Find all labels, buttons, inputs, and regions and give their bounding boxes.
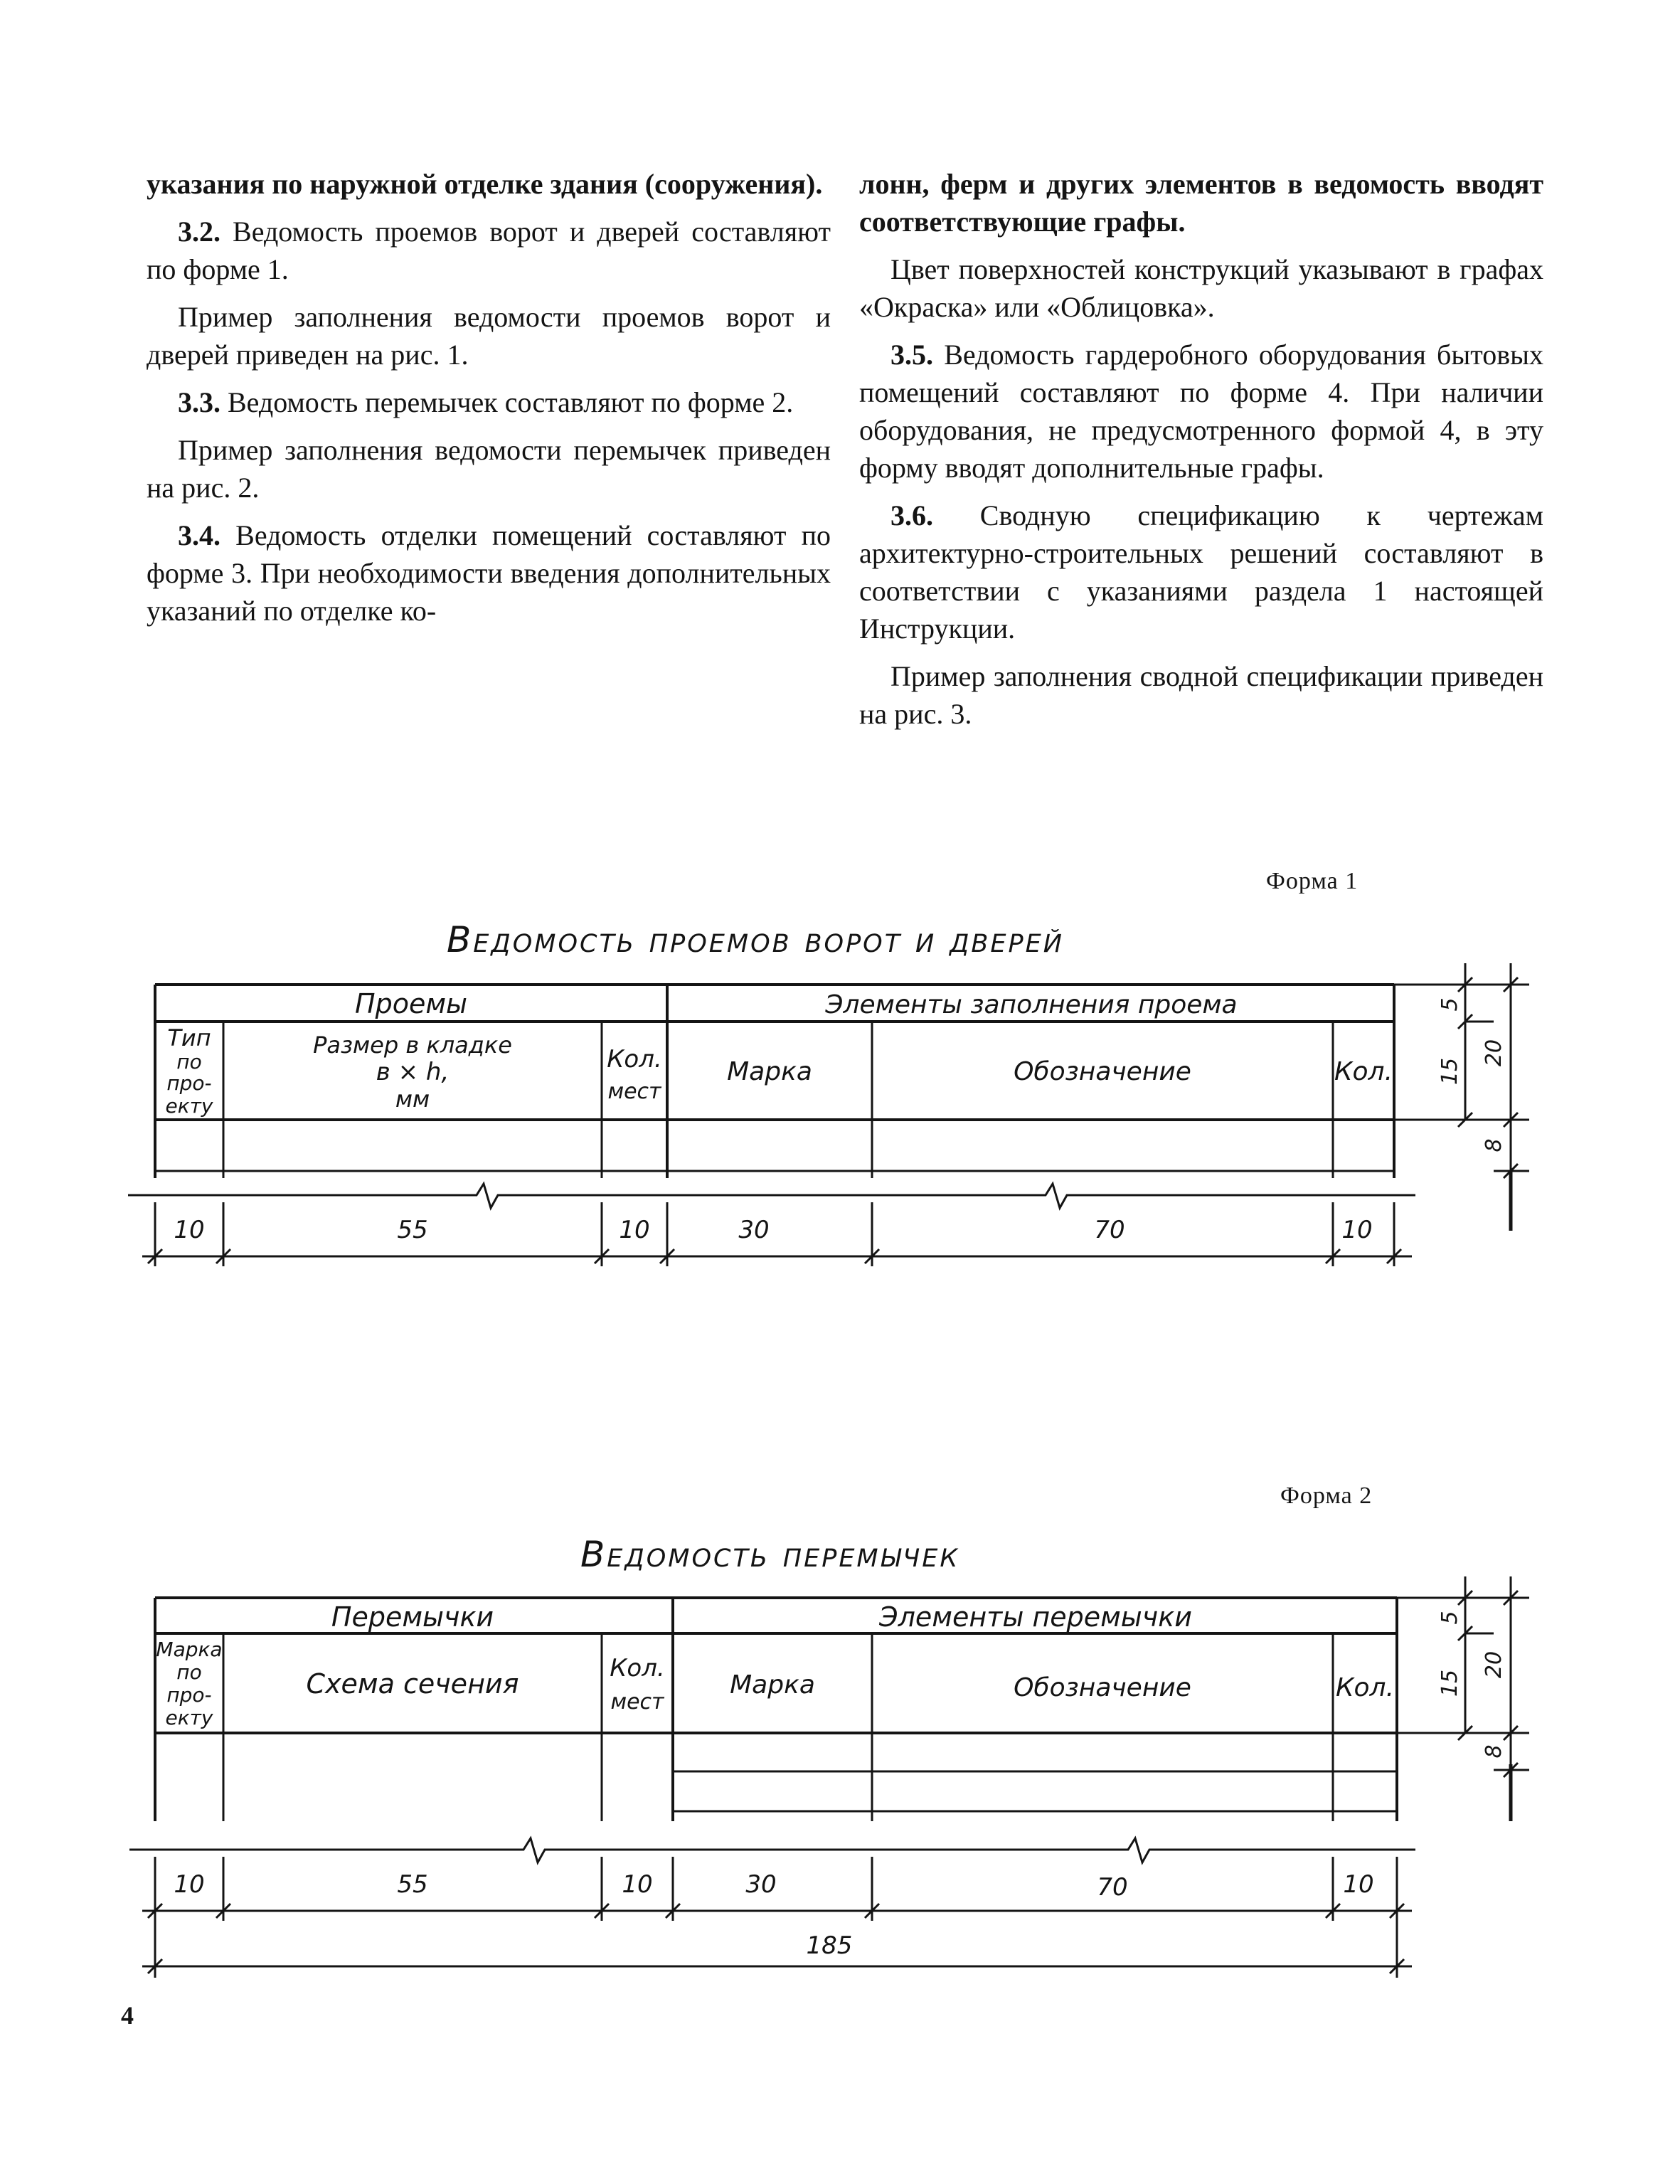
col-qty-line2: мест <box>610 1690 664 1714</box>
total-width: 185 <box>806 1931 853 1960</box>
col-size-line1: Размер в кладке <box>313 1032 512 1059</box>
height-dim: 8 <box>1482 1138 1506 1152</box>
form2-label: Форма 2 <box>1280 1483 1373 1509</box>
height-dim: 15 <box>1437 1057 1462 1086</box>
width-dim: 30 <box>738 1216 770 1244</box>
col-size-line3: мм <box>395 1086 430 1113</box>
paragraph: 3.3. Ведомость перемычек составляют по форме 2. <box>178 386 794 418</box>
break-line <box>129 1838 1415 1862</box>
width-dim: 30 <box>745 1870 777 1899</box>
form1-title: Ведомость проемов ворот и дверей <box>447 919 1064 960</box>
col-mark: Марка <box>727 1057 812 1086</box>
height-dim: 5 <box>1437 1611 1462 1625</box>
col-size-line2: в × h, <box>376 1058 450 1086</box>
col-qty-line1: Кол. <box>607 1045 662 1074</box>
form1-label: Форма 1 <box>1266 868 1359 894</box>
width-dim: 55 <box>397 1870 428 1899</box>
form2-title: Ведомость перемычек <box>580 1534 960 1575</box>
height-dim: 8 <box>1482 1744 1506 1759</box>
group-right-label: Элементы заполнения проема <box>825 990 1238 1019</box>
height-dim: 20 <box>1482 1650 1506 1679</box>
form2-header-text <box>156 1601 1506 1960</box>
col-mark-proj-line3: про- <box>166 1683 212 1707</box>
col-type-line4: екту <box>165 1094 213 1118</box>
dim-ticks <box>148 1904 1404 1973</box>
height-dim: 20 <box>1482 1039 1506 1067</box>
col-type-line3: про- <box>166 1071 212 1095</box>
width-dim: 10 <box>1343 1870 1374 1899</box>
width-dim: 70 <box>1094 1216 1125 1244</box>
paragraph: 3.2. Ведомость проемов ворот и дверей составляют по форме 1. <box>147 216 831 285</box>
paragraph: Пример заполнения ведомости перемычек приведен на рис. 2. <box>147 434 831 504</box>
paragraph: 3.6. Сводную спецификацию к чертежам архитектурно-строительных решений составляют в соответствии с указаниями раздела 1 настоящей Инструкции. <box>859 499 1543 645</box>
paragraph: Пример заполнения сводной спецификации приведен на рис. 3. <box>859 660 1543 730</box>
width-dim: 10 <box>1341 1216 1373 1244</box>
height-dim: 5 <box>1437 997 1462 1012</box>
col-qty-line2: мест <box>607 1079 661 1104</box>
col-mark-proj-line2: по <box>176 1660 202 1684</box>
col-designation: Обозначение <box>1014 1673 1191 1702</box>
width-dim: 10 <box>174 1870 205 1899</box>
col-designation: Обозначение <box>1014 1057 1191 1086</box>
col-scheme: Схема сечения <box>306 1668 519 1700</box>
col-kol: Кол. <box>1335 1673 1395 1702</box>
col-kol: Кол. <box>1334 1057 1393 1086</box>
col-qty-line1: Кол. <box>610 1654 665 1682</box>
width-dim: 70 <box>1097 1873 1128 1902</box>
height-dim: 15 <box>1437 1669 1462 1697</box>
width-dim: 10 <box>174 1216 205 1244</box>
group-right-label: Элементы перемычки <box>879 1601 1192 1633</box>
page-number: 4 <box>121 2001 134 2030</box>
group-left-label: Проемы <box>355 988 467 1019</box>
width-dim: 10 <box>619 1216 650 1244</box>
paragraph: указания по наружной отделке здания (сооружения). <box>147 168 823 200</box>
paragraph: Цвет поверхностей конструкций указывают в графах «Окраска» или «Облицовка». <box>859 253 1543 323</box>
paragraph: Пример заполнения ведомости проемов ворот и дверей приведен на рис. 1. <box>147 301 831 371</box>
paragraph: 3.4. Ведомость отделки помещений составляют по форме 3. При необходимости введения дополнительных указаний по отделке ко- <box>147 519 831 627</box>
paragraph: 3.5. Ведомость гардеробного оборудования бытовых помещений составляют по форме 4. При наличии оборудования, не предусмотренного формой 4, в эту форму вводят дополнительные графы. <box>859 339 1543 484</box>
col-mark-proj-line4: екту <box>165 1706 213 1729</box>
col-type-line1: Тип <box>167 1024 211 1051</box>
paragraph: лонн, ферм и других элементов в ведомость вводят соответствующие графы. <box>859 168 1543 238</box>
width-dim: 10 <box>622 1870 653 1899</box>
col-mark: Марка <box>730 1670 815 1700</box>
col-type-line2: по <box>176 1050 202 1074</box>
width-dim: 55 <box>397 1216 428 1244</box>
col-mark-proj-line1: Марка <box>156 1638 223 1661</box>
group-left-label: Перемычки <box>331 1601 494 1633</box>
